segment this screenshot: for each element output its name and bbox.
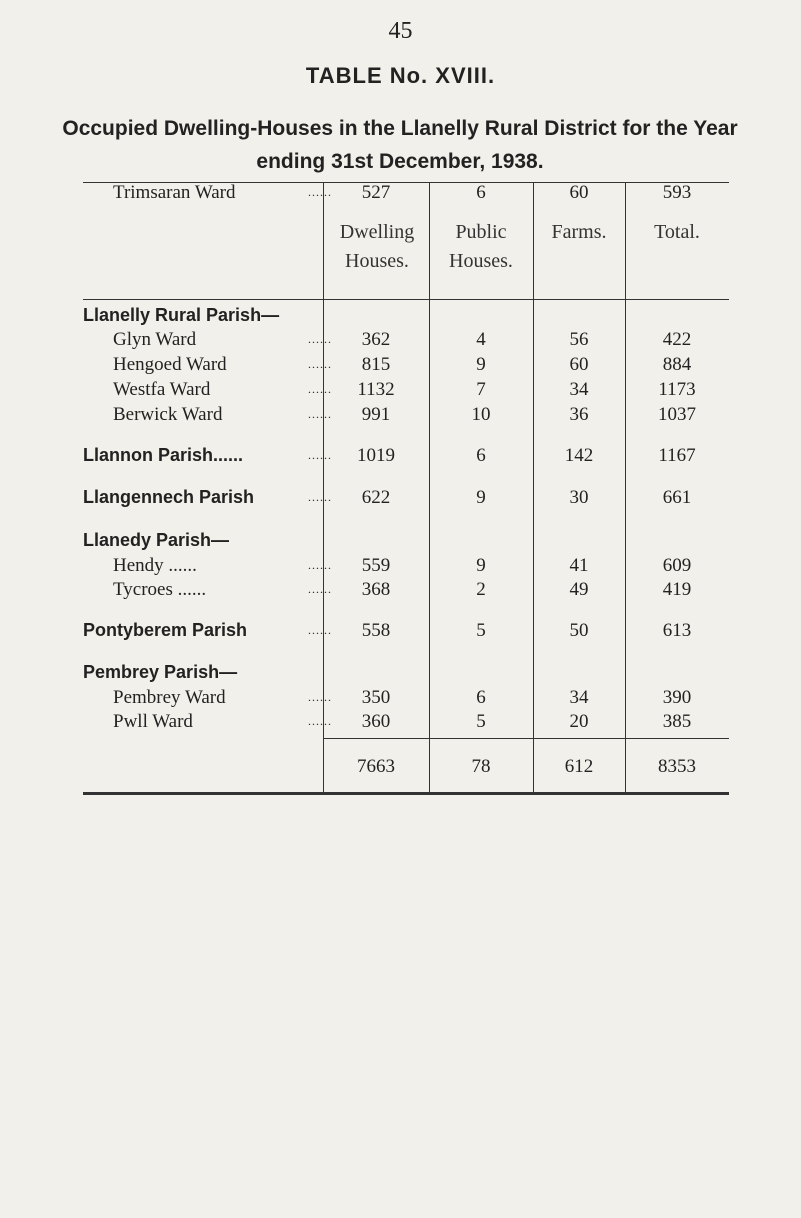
total-cell: 1167 bbox=[658, 445, 696, 466]
dwelling-houses-cell: 559 bbox=[361, 555, 391, 576]
dwelling-houses-cell: 527 bbox=[361, 182, 391, 203]
ward-label: Glyn Ward bbox=[113, 329, 197, 350]
page-number: 45 bbox=[388, 18, 413, 44]
bottom-rule bbox=[83, 792, 729, 795]
total-cell: 1037 bbox=[658, 404, 696, 425]
table-row bbox=[83, 555, 729, 579]
total-cell: 422 bbox=[662, 329, 692, 350]
total-cell: 661 bbox=[662, 487, 692, 508]
public-houses-cell: 5 bbox=[476, 620, 486, 641]
farms-cell: 49 bbox=[569, 579, 589, 600]
ward-label: Tycroes ...... bbox=[113, 579, 207, 600]
table-row bbox=[83, 687, 729, 711]
total-cell: 593 bbox=[662, 182, 692, 203]
farms-cell: 41 bbox=[569, 555, 589, 576]
farms-cell: 20 bbox=[569, 711, 589, 732]
header-public-houses: Public Houses. bbox=[449, 221, 513, 272]
leader-dots: ...... bbox=[308, 448, 332, 462]
header-farms: Farms. bbox=[551, 221, 607, 243]
farms-cell: 34 bbox=[569, 687, 589, 708]
ward-label: Pwll Ward bbox=[113, 711, 193, 732]
header-dwelling-houses: Dwelling Houses. bbox=[339, 221, 415, 272]
ward-label: Pembrey Ward bbox=[113, 687, 226, 708]
leader-dots: ...... bbox=[308, 714, 332, 728]
total-cell: 613 bbox=[662, 620, 692, 641]
leader-dots: ...... bbox=[308, 582, 332, 596]
leader-dots: ...... bbox=[308, 185, 332, 199]
dwelling-houses-table bbox=[83, 182, 729, 792]
farms-cell: 36 bbox=[569, 404, 589, 425]
dwelling-houses-cell: 1132 bbox=[357, 379, 395, 400]
leader-dots: ...... bbox=[308, 382, 332, 396]
table-row bbox=[83, 329, 729, 353]
public-houses-cell: 5 bbox=[476, 711, 486, 732]
table-row bbox=[83, 662, 729, 686]
farms-cell: 142 bbox=[564, 445, 594, 466]
table-row bbox=[83, 711, 729, 735]
table-row bbox=[83, 379, 729, 403]
farms-cell: 60 bbox=[569, 182, 589, 203]
ward-label: Westfa Ward bbox=[113, 379, 211, 400]
total-farms: 612 bbox=[564, 756, 594, 777]
farms-cell: 50 bbox=[569, 620, 589, 641]
public-houses-cell: 9 bbox=[476, 487, 486, 508]
table-row bbox=[83, 182, 729, 206]
header-total: Total. bbox=[654, 221, 700, 243]
parish-label: Pontyberem Parish bbox=[83, 620, 248, 640]
farms-cell: 60 bbox=[569, 354, 589, 375]
farms-cell: 56 bbox=[569, 329, 589, 350]
table-row bbox=[83, 579, 729, 603]
public-houses-cell: 6 bbox=[476, 182, 486, 203]
leader-dots: ...... bbox=[308, 332, 332, 346]
ward-label: Hengoed Ward bbox=[113, 354, 227, 375]
leader-dots: ...... bbox=[308, 407, 332, 421]
ward-label: Trimsaran Ward bbox=[113, 182, 236, 203]
ward-label: Hendy ...... bbox=[113, 555, 197, 576]
table-subtitle: Occupied Dwelling-Houses in the Llanelly Rural District for the Year ending 31st December, 1938. bbox=[62, 117, 738, 173]
dwelling-houses-cell: 622 bbox=[361, 487, 391, 508]
table-row bbox=[83, 445, 729, 469]
totals-row bbox=[83, 756, 729, 780]
table-row bbox=[83, 305, 729, 329]
parish-label: Llannon Parish...... bbox=[83, 445, 244, 465]
grand-total: 8353 bbox=[658, 756, 696, 777]
total-cell: 1173 bbox=[658, 379, 696, 400]
leader-dots: ...... bbox=[308, 623, 332, 637]
public-houses-cell: 6 bbox=[476, 445, 486, 466]
table-row bbox=[83, 620, 729, 644]
total-dwelling-houses: 7663 bbox=[357, 756, 395, 777]
total-rule bbox=[323, 738, 729, 739]
public-houses-cell: 2 bbox=[476, 579, 486, 600]
ward-label: Berwick Ward bbox=[113, 404, 223, 425]
table-row bbox=[83, 354, 729, 378]
dwelling-houses-cell: 991 bbox=[361, 404, 391, 425]
public-houses-cell: 9 bbox=[476, 555, 486, 576]
leader-dots: ...... bbox=[308, 558, 332, 572]
parish-label: Pembrey Parish— bbox=[83, 662, 238, 682]
dwelling-houses-cell: 350 bbox=[361, 687, 391, 708]
dwelling-houses-cell: 558 bbox=[361, 620, 391, 641]
leader-dots: ...... bbox=[308, 490, 332, 504]
parish-label: Llanedy Parish— bbox=[83, 530, 230, 550]
dwelling-houses-cell: 815 bbox=[361, 354, 391, 375]
total-cell: 390 bbox=[662, 687, 692, 708]
header-rule bbox=[83, 299, 729, 300]
dwelling-houses-cell: 368 bbox=[361, 579, 391, 600]
total-cell: 385 bbox=[662, 711, 692, 732]
table-title: TABLE No. XVIII. bbox=[305, 63, 496, 88]
farms-cell: 34 bbox=[569, 379, 589, 400]
total-public-houses: 78 bbox=[471, 756, 491, 777]
total-cell: 419 bbox=[662, 579, 692, 600]
table-row bbox=[83, 404, 729, 428]
public-houses-cell: 6 bbox=[476, 687, 486, 708]
dwelling-houses-cell: 1019 bbox=[357, 445, 395, 466]
public-houses-cell: 7 bbox=[476, 379, 486, 400]
dwelling-houses-cell: 360 bbox=[361, 711, 391, 732]
public-houses-cell: 9 bbox=[476, 354, 486, 375]
public-houses-cell: 4 bbox=[476, 329, 486, 350]
dwelling-houses-cell: 362 bbox=[361, 329, 391, 350]
parish-label: Llanelly Rural Parish— bbox=[83, 305, 280, 325]
table-row bbox=[83, 530, 729, 554]
public-houses-cell: 10 bbox=[471, 404, 491, 425]
total-cell: 884 bbox=[662, 354, 692, 375]
farms-cell: 30 bbox=[569, 487, 589, 508]
leader-dots: ...... bbox=[308, 690, 332, 704]
leader-dots: ...... bbox=[308, 357, 332, 371]
total-cell: 609 bbox=[662, 555, 692, 576]
table-row bbox=[83, 487, 729, 511]
parish-label: Llangennech Parish bbox=[83, 487, 255, 507]
